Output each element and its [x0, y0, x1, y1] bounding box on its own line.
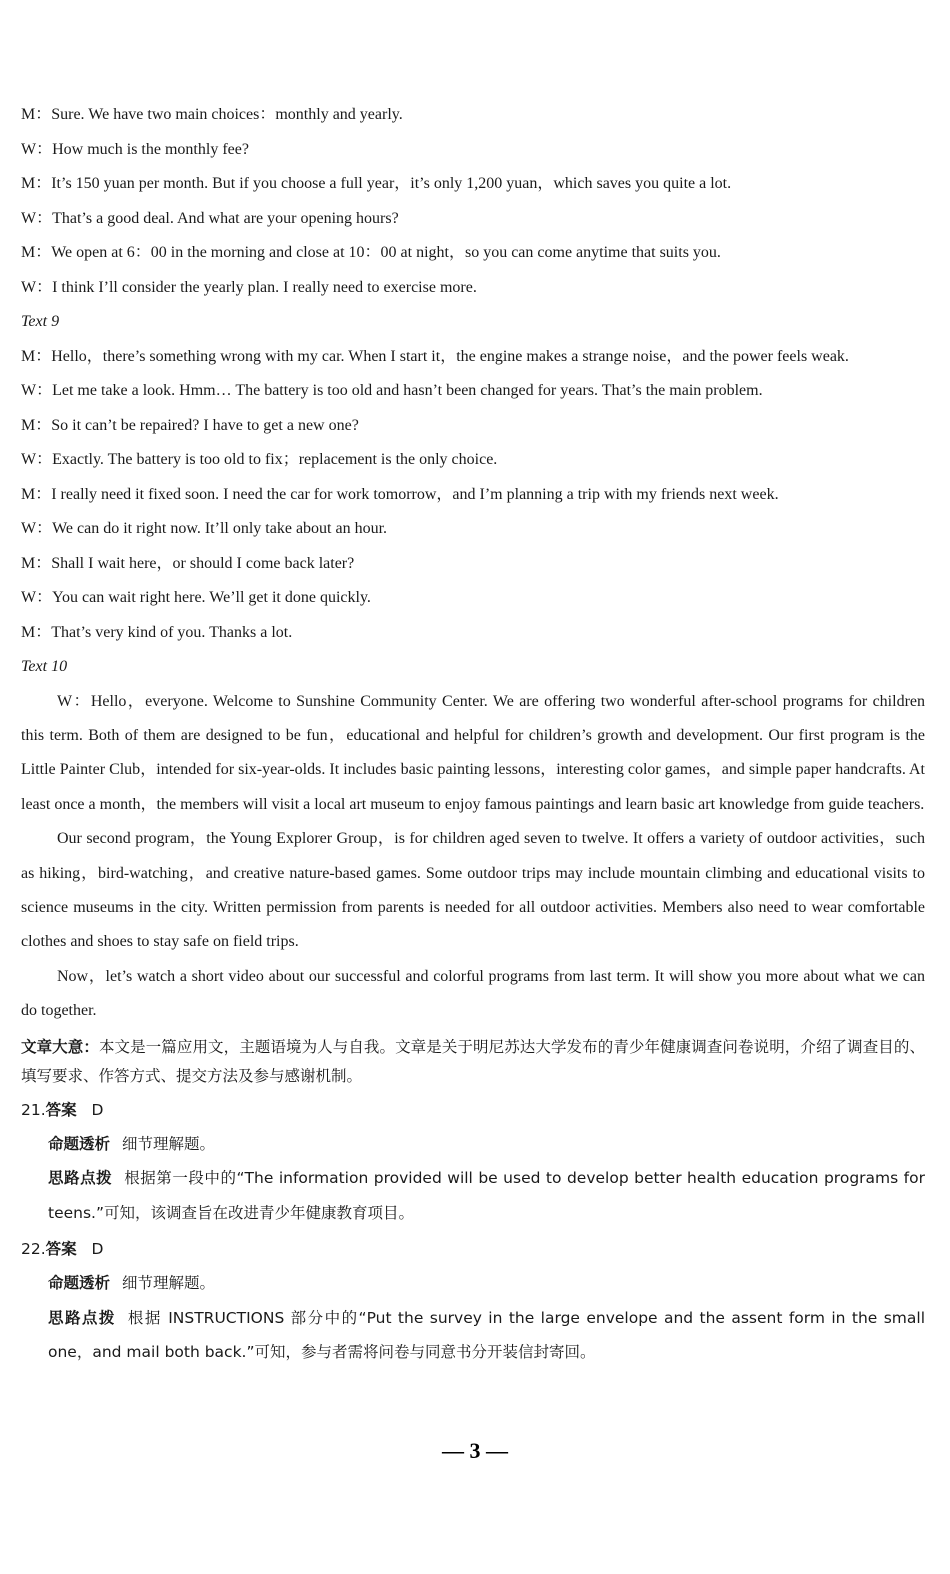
text9-dialogue [21, 340, 925, 651]
type-text: 细节理解题。 [122, 1134, 216, 1153]
dialogue-line: W：Let me take a look. Hmm… The battery is too old and hasn’t been changed for years. That’s the main problem. [21, 382, 763, 399]
paragraph: Our second program，the Young Explorer Group，is for children aged seven to twelve. It offers a variety of outdoor activities，such as hiking，bird-watching，and creative nature-based games. Some outdoor trips may include mountain climbing and educational visits to science museums in the city. Written permission from parents is needed for all outdoor activities. Members also need to wear comfortable clothes and shoes to stay safe on field trips. [21, 830, 925, 951]
question-type [21, 1127, 925, 1162]
dialogue-line: M：It’s 150 yuan per month. But if you choose a full year，it’s only 1,200 yuan，which saves you quite a lot. [21, 175, 732, 192]
document-page [21, 98, 925, 1370]
article-summary [21, 1033, 925, 1091]
text9-title: Text 9 [21, 313, 60, 330]
dialogue-line: M：That’s very kind of you. Thanks a lot. [21, 623, 293, 641]
question-22 [21, 1232, 925, 1370]
dialogue-line: M：Hello，there’s something wrong with my car. When I start it，the engine makes a strange noise，and the power feels weak. [21, 347, 849, 365]
dialogue-line: M：So it can’t be repaired? I have to get a new one? [21, 416, 359, 434]
question-21 [21, 1093, 925, 1231]
answer-label: 答案 [45, 1240, 77, 1259]
dialogue-line: W：We can do it right now. It’ll only take about an hour. [21, 520, 388, 537]
dialogue-line: M：I really need it fixed soon. I need the car for work tomorrow，and I’m planning a trip with my friends next week. [21, 485, 779, 503]
dialogue-line: W：Exactly. The battery is too old to fix；replacement is the only choice. [21, 451, 498, 468]
question-header [21, 1232, 925, 1266]
hint-text: 根据第一段中的“The information provided will be used to develop better health education programs for teens.”可知，该调查旨在改进青少年健康教育项目。 [48, 1169, 925, 1222]
hint-text: 根据 INSTRUCTIONS 部分中的“Put the survey in the large envelope and the assent form in the small one，and mail both back.”可知，参与者需将问卷与同意书分开装信封寄回。 [48, 1308, 925, 1362]
question-hint [21, 1301, 925, 1370]
dialogue-line: M：We open at 6：00 in the morning and close at 10：00 at night，so you can come anytime that suits you. [21, 244, 721, 261]
question-header [21, 1093, 925, 1127]
dialogue-line: W：You can wait right here. We’ll get it done quickly. [21, 589, 371, 606]
dialogue-line: M：Sure. We have two main choices：monthly and yearly. [21, 106, 403, 123]
dialogue-line: W：How much is the monthly fee? [21, 140, 249, 158]
question-hint [21, 1161, 925, 1230]
answer-value: D [91, 1240, 104, 1259]
text10-monologue [21, 685, 925, 1029]
dialogue-line: M：Shall I wait here，or should I come back later? [21, 554, 355, 572]
question-type [21, 1266, 925, 1301]
dialogue-line: W：That’s a good deal. And what are your opening hours? [21, 209, 399, 227]
page-number: — 3 — [442, 1438, 508, 1463]
answer-label: 答案 [45, 1100, 77, 1119]
question-number: 22. [21, 1240, 46, 1259]
type-label: 命题透析 [48, 1274, 111, 1293]
hint-label: 思路点拨 [48, 1169, 113, 1188]
hint-label: 思路点拨 [48, 1308, 116, 1327]
paragraph: W：Hello，everyone. Welcome to Sunshine Community Center. We are offering two wonderful after-school programs for children this term. Both of them are designed to be fun，educational and helpful for children’s growth and development. Our first program is the Little Painter Club，intended for six-year-olds. It includes basic painting lessons，interesting color games，and simple paper handcrafts. At least once a month，the members will visit a local art museum to enjoy famous paintings and learn basic art knowledge from guide teachers. [21, 692, 925, 813]
answer-value: D [91, 1100, 104, 1119]
dialogue-part1 [21, 98, 925, 305]
text10-title: Text 10 [21, 658, 68, 675]
type-label: 命题透析 [48, 1134, 111, 1153]
summary-text: 本文是一篇应用文，主题语境为人与自我。文章是关于明尼苏达大学发布的青少年健康调查问卷说明，介绍了调查目的、填写要求、作答方式、提交方法及参与感谢机制。 [21, 1037, 925, 1085]
paragraph: Now，let’s watch a short video about our successful and colorful programs from last term. It will show you more about what we can do together. [21, 967, 926, 1020]
dialogue-line: W：I think I’ll consider the yearly plan. I really need to exercise more. [21, 278, 477, 296]
type-text: 细节理解题。 [122, 1274, 216, 1293]
question-number: 21. [21, 1100, 46, 1119]
summary-label: 文章大意： [21, 1037, 99, 1056]
